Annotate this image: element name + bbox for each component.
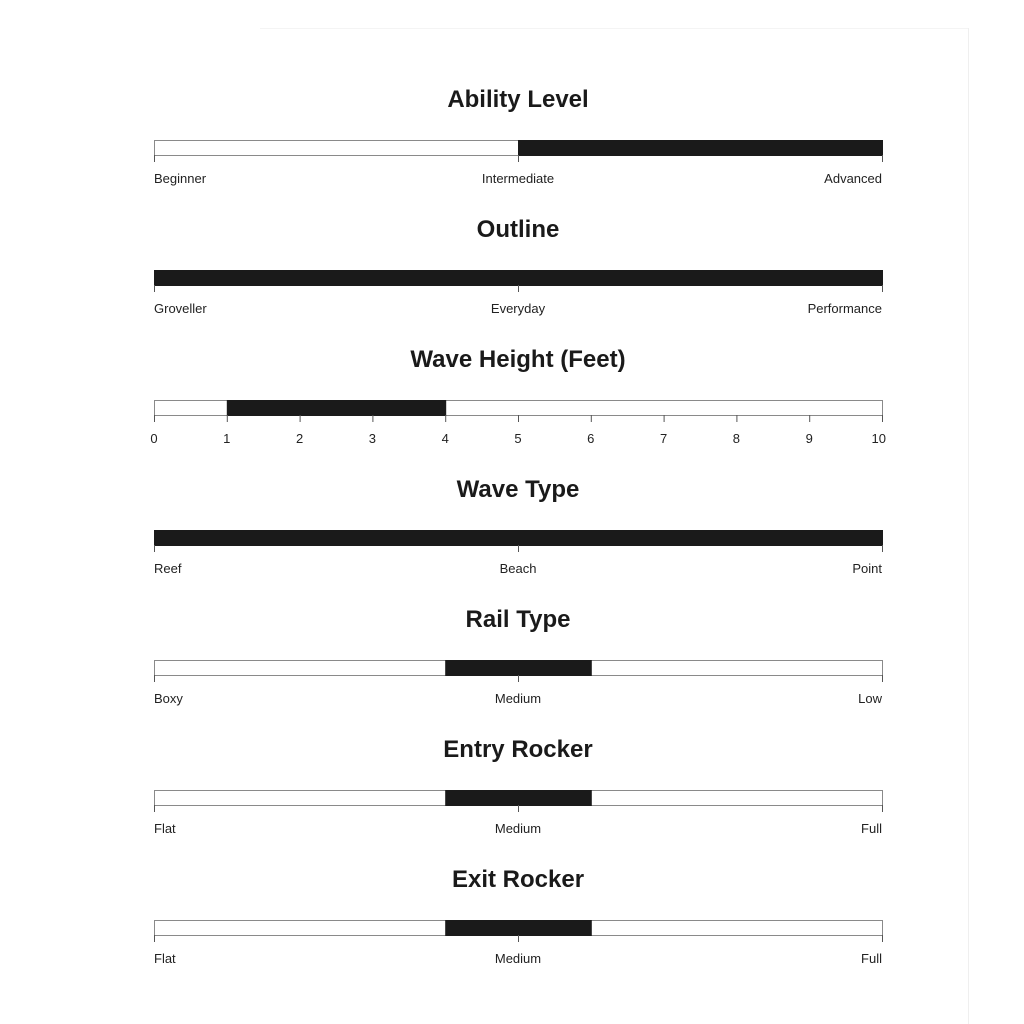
- outline-fill: [154, 270, 883, 286]
- ability-level-bar: [150, 140, 886, 162]
- wave-height-feet-label-10: 10: [871, 431, 886, 446]
- rail-type-label-medium: Medium: [494, 691, 542, 706]
- wave-height-feet-label-3: 3: [368, 431, 377, 446]
- wave-height-feet-label-8: 8: [732, 431, 741, 446]
- rail-type-label-boxy: Boxy: [154, 691, 183, 706]
- page-top-edge: [260, 28, 968, 29]
- rail-type-fill: [445, 660, 592, 676]
- exit-rocker-label-full: Full: [861, 951, 882, 966]
- wave-height-feet-label-4: 4: [441, 431, 449, 446]
- exit-rocker-label-medium: Medium: [494, 951, 542, 966]
- wave-type-bar: [150, 530, 886, 552]
- exit-rocker-title: Exit Rocker: [451, 866, 585, 893]
- exit-rocker-fill: [445, 920, 592, 936]
- wave-height-feet-title: Wave Height (Feet): [410, 346, 626, 373]
- wave-height-feet-label-6: 6: [587, 431, 595, 446]
- rail-type-label-low: Low: [858, 691, 882, 706]
- entry-rocker-fill: [445, 790, 592, 806]
- outline-label-everyday: Everyday: [490, 301, 546, 316]
- entry-rocker-label-full: Full: [861, 821, 882, 836]
- wave-height-feet-label-9: 9: [805, 431, 813, 446]
- wave-height-feet-label-1: 1: [223, 431, 231, 446]
- exit-rocker-bar: [150, 920, 886, 942]
- outline-label-groveller: Groveller: [154, 301, 207, 316]
- wave-type-title: Wave Type: [456, 476, 580, 503]
- outline-title: Outline: [476, 216, 560, 243]
- wave-height-feet-label-0: 0: [150, 431, 158, 446]
- wave-type-label-point: Point: [852, 561, 882, 576]
- ability-level-title: Ability Level: [447, 86, 589, 113]
- wave-height-feet-fill: [227, 400, 446, 416]
- page-right-edge: [968, 28, 969, 1024]
- ability-level-fill: [518, 140, 883, 156]
- entry-rocker-label-flat: Flat: [154, 821, 176, 836]
- wave-height-feet-bar: [150, 400, 886, 422]
- exit-rocker-label-flat: Flat: [154, 951, 176, 966]
- ability-level-label-beginner: Beginner: [154, 171, 207, 186]
- wave-height-feet-label-7: 7: [659, 431, 668, 446]
- outline-label-performance: Performance: [807, 301, 882, 316]
- outline-bar: [150, 270, 886, 292]
- rail-type-bar: [150, 660, 886, 682]
- wave-type-label-reef: Reef: [154, 561, 182, 576]
- rail-type-title: Rail Type: [465, 606, 571, 633]
- ability-level-label-advanced: Advanced: [824, 171, 882, 186]
- entry-rocker-bar: [150, 790, 886, 812]
- wave-height-feet-label-5: 5: [514, 431, 522, 446]
- entry-rocker-title: Entry Rocker: [443, 736, 593, 763]
- wave-type-fill: [154, 530, 883, 546]
- wave-type-label-beach: Beach: [499, 561, 537, 576]
- ability-level-label-intermediate: Intermediate: [481, 171, 555, 186]
- wave-height-feet-label-2: 2: [295, 431, 304, 446]
- entry-rocker-label-medium: Medium: [494, 821, 542, 836]
